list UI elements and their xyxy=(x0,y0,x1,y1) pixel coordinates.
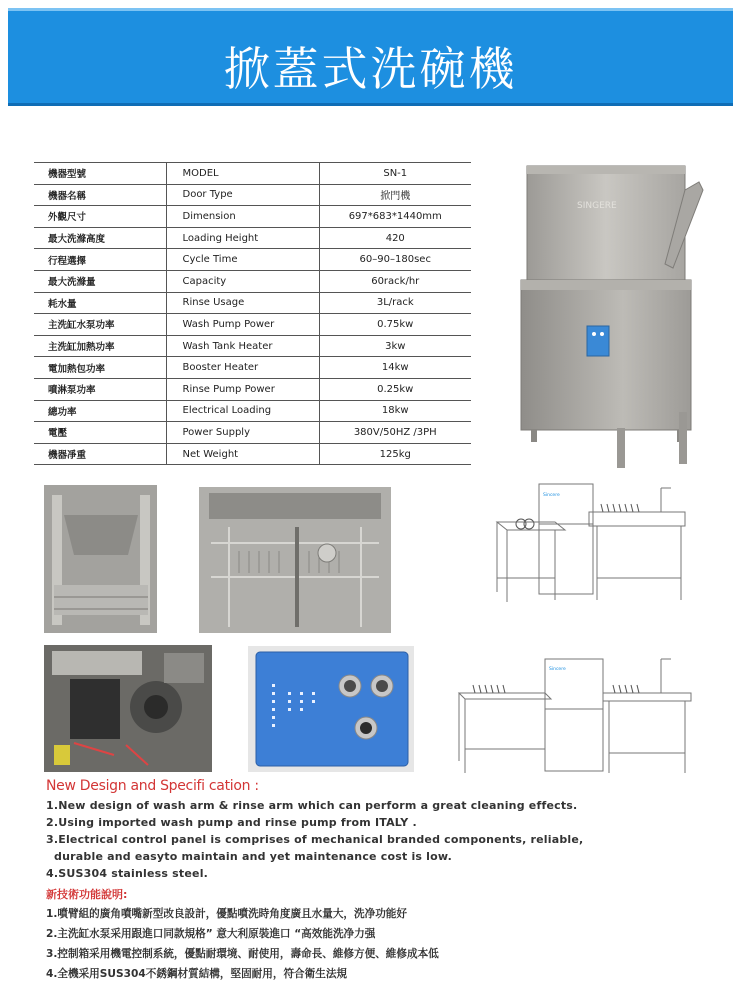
design-section-title: New Design and Specifi cation : xyxy=(46,778,259,794)
spec-value: 60–90–180sec xyxy=(319,249,471,271)
spec-label-zh: 最大洗滌量 xyxy=(34,270,166,292)
features-section-title: 新技術功能說明: xyxy=(46,888,128,901)
tank-interior-photo xyxy=(44,485,157,633)
table-row xyxy=(34,184,471,206)
diagram-brand: Sincere xyxy=(549,667,566,672)
spec-label-en: Door Type xyxy=(166,184,319,206)
pump-photo xyxy=(44,645,212,772)
spec-value: 60rack/hr xyxy=(319,270,471,292)
table-row xyxy=(34,400,471,422)
spec-value: 掀門機 xyxy=(319,184,471,206)
dishwasher-photo xyxy=(517,160,717,472)
design-line: 2.Using imported wash pump and rinse pump from ITALY . xyxy=(46,816,417,829)
spec-label-zh: 主洗缸加熱功率 xyxy=(34,335,166,357)
table-row xyxy=(34,357,471,379)
spec-label-en: Power Supply xyxy=(166,422,319,444)
table-row xyxy=(34,314,471,336)
spec-label-zh: 外觀尺寸 xyxy=(34,206,166,228)
spec-label-en: Wash Tank Heater xyxy=(166,335,319,357)
spec-label-zh: 機器型號 xyxy=(34,163,166,185)
spec-label-zh: 主洗缸水泵功率 xyxy=(34,314,166,336)
table-row xyxy=(34,249,471,271)
spec-label-en: Dimension xyxy=(166,206,319,228)
table-row xyxy=(34,227,471,249)
wash-arm-photo xyxy=(199,487,391,633)
feature-line: 2.主洗缸水泵采用跟進口同款規格” 意大利原裝進口 “高效能洗净力强 xyxy=(46,928,376,940)
table-row xyxy=(34,270,471,292)
spec-label-en: Net Weight xyxy=(166,443,319,465)
design-line: 3.Electrical control panel is comprises of mechanical branded components, reliable, xyxy=(46,833,584,846)
spec-label-zh: 電加熱包功率 xyxy=(34,357,166,379)
feature-line: 1.噴臂組的廣角噴嘴新型改良設計，優點噴洗時角度廣且水量大，洗净功能好 xyxy=(46,908,407,920)
spec-value: 3L/rack xyxy=(319,292,471,314)
spec-label-en: Booster Heater xyxy=(166,357,319,379)
table-row xyxy=(34,378,471,400)
spec-label-zh: 機器名稱 xyxy=(34,184,166,206)
table-row xyxy=(34,335,471,357)
design-line: 4.SUS304 stainless steel. xyxy=(46,867,209,880)
table-row xyxy=(34,292,471,314)
title-banner xyxy=(8,8,733,106)
spec-label-zh: 耗水量 xyxy=(34,292,166,314)
control-panel-photo xyxy=(248,646,414,772)
spec-value: 14kw xyxy=(319,357,471,379)
spec-label-zh: 行程選擇 xyxy=(34,249,166,271)
table-row xyxy=(34,443,471,465)
spec-label-en: Cycle Time xyxy=(166,249,319,271)
spec-label-zh: 最大洗滌高度 xyxy=(34,227,166,249)
layout-diagram-straight xyxy=(485,482,705,610)
design-line: 1.New design of wash arm & rinse arm which can perform a great cleaning effects. xyxy=(46,799,578,812)
table-row xyxy=(34,206,471,228)
spec-label-zh: 機器凈重 xyxy=(34,443,166,465)
page-title: 掀蓋式洗碗機 xyxy=(223,42,518,96)
spec-value: 125kg xyxy=(319,443,471,465)
table-row xyxy=(34,422,471,444)
feature-line: 4.全機采用SUS304不銹鋼材質結構，堅固耐用，符合衛生法規 xyxy=(46,968,348,980)
spec-value: 0.75kw xyxy=(319,314,471,336)
spec-label-en: Rinse Usage xyxy=(166,292,319,314)
spec-label-zh: 電壓 xyxy=(34,422,166,444)
spec-table xyxy=(34,162,471,465)
feature-line: 3.控制箱采用機電控制系統，優點耐環境、耐使用，壽命長、維修方便、維修成本低 xyxy=(46,948,439,960)
spec-value: 420 xyxy=(319,227,471,249)
spec-label-en: Loading Height xyxy=(166,227,319,249)
spec-label-zh: 噴淋泵功率 xyxy=(34,378,166,400)
spec-value: SN-1 xyxy=(319,163,471,185)
spec-value: 18kw xyxy=(319,400,471,422)
design-line: durable and easyto maintain and yet maintenance cost is low. xyxy=(46,850,452,863)
spec-label-en: Capacity xyxy=(166,270,319,292)
spec-value: 3kw xyxy=(319,335,471,357)
brand-text: SINGERE xyxy=(577,201,617,211)
spec-label-en: MODEL xyxy=(166,163,319,185)
spec-value: 697*683*1440mm xyxy=(319,206,471,228)
layout-diagram-corner xyxy=(455,653,695,783)
diagram-brand: Sincere xyxy=(543,493,560,498)
spec-label-en: Rinse Pump Power xyxy=(166,378,319,400)
table-row xyxy=(34,163,471,185)
spec-label-en: Wash Pump Power xyxy=(166,314,319,336)
spec-label-en: Electrical Loading xyxy=(166,400,319,422)
spec-label-zh: 總功率 xyxy=(34,400,166,422)
spec-value: 0.25kw xyxy=(319,378,471,400)
spec-value: 380V/50HZ /3PH xyxy=(319,422,471,444)
